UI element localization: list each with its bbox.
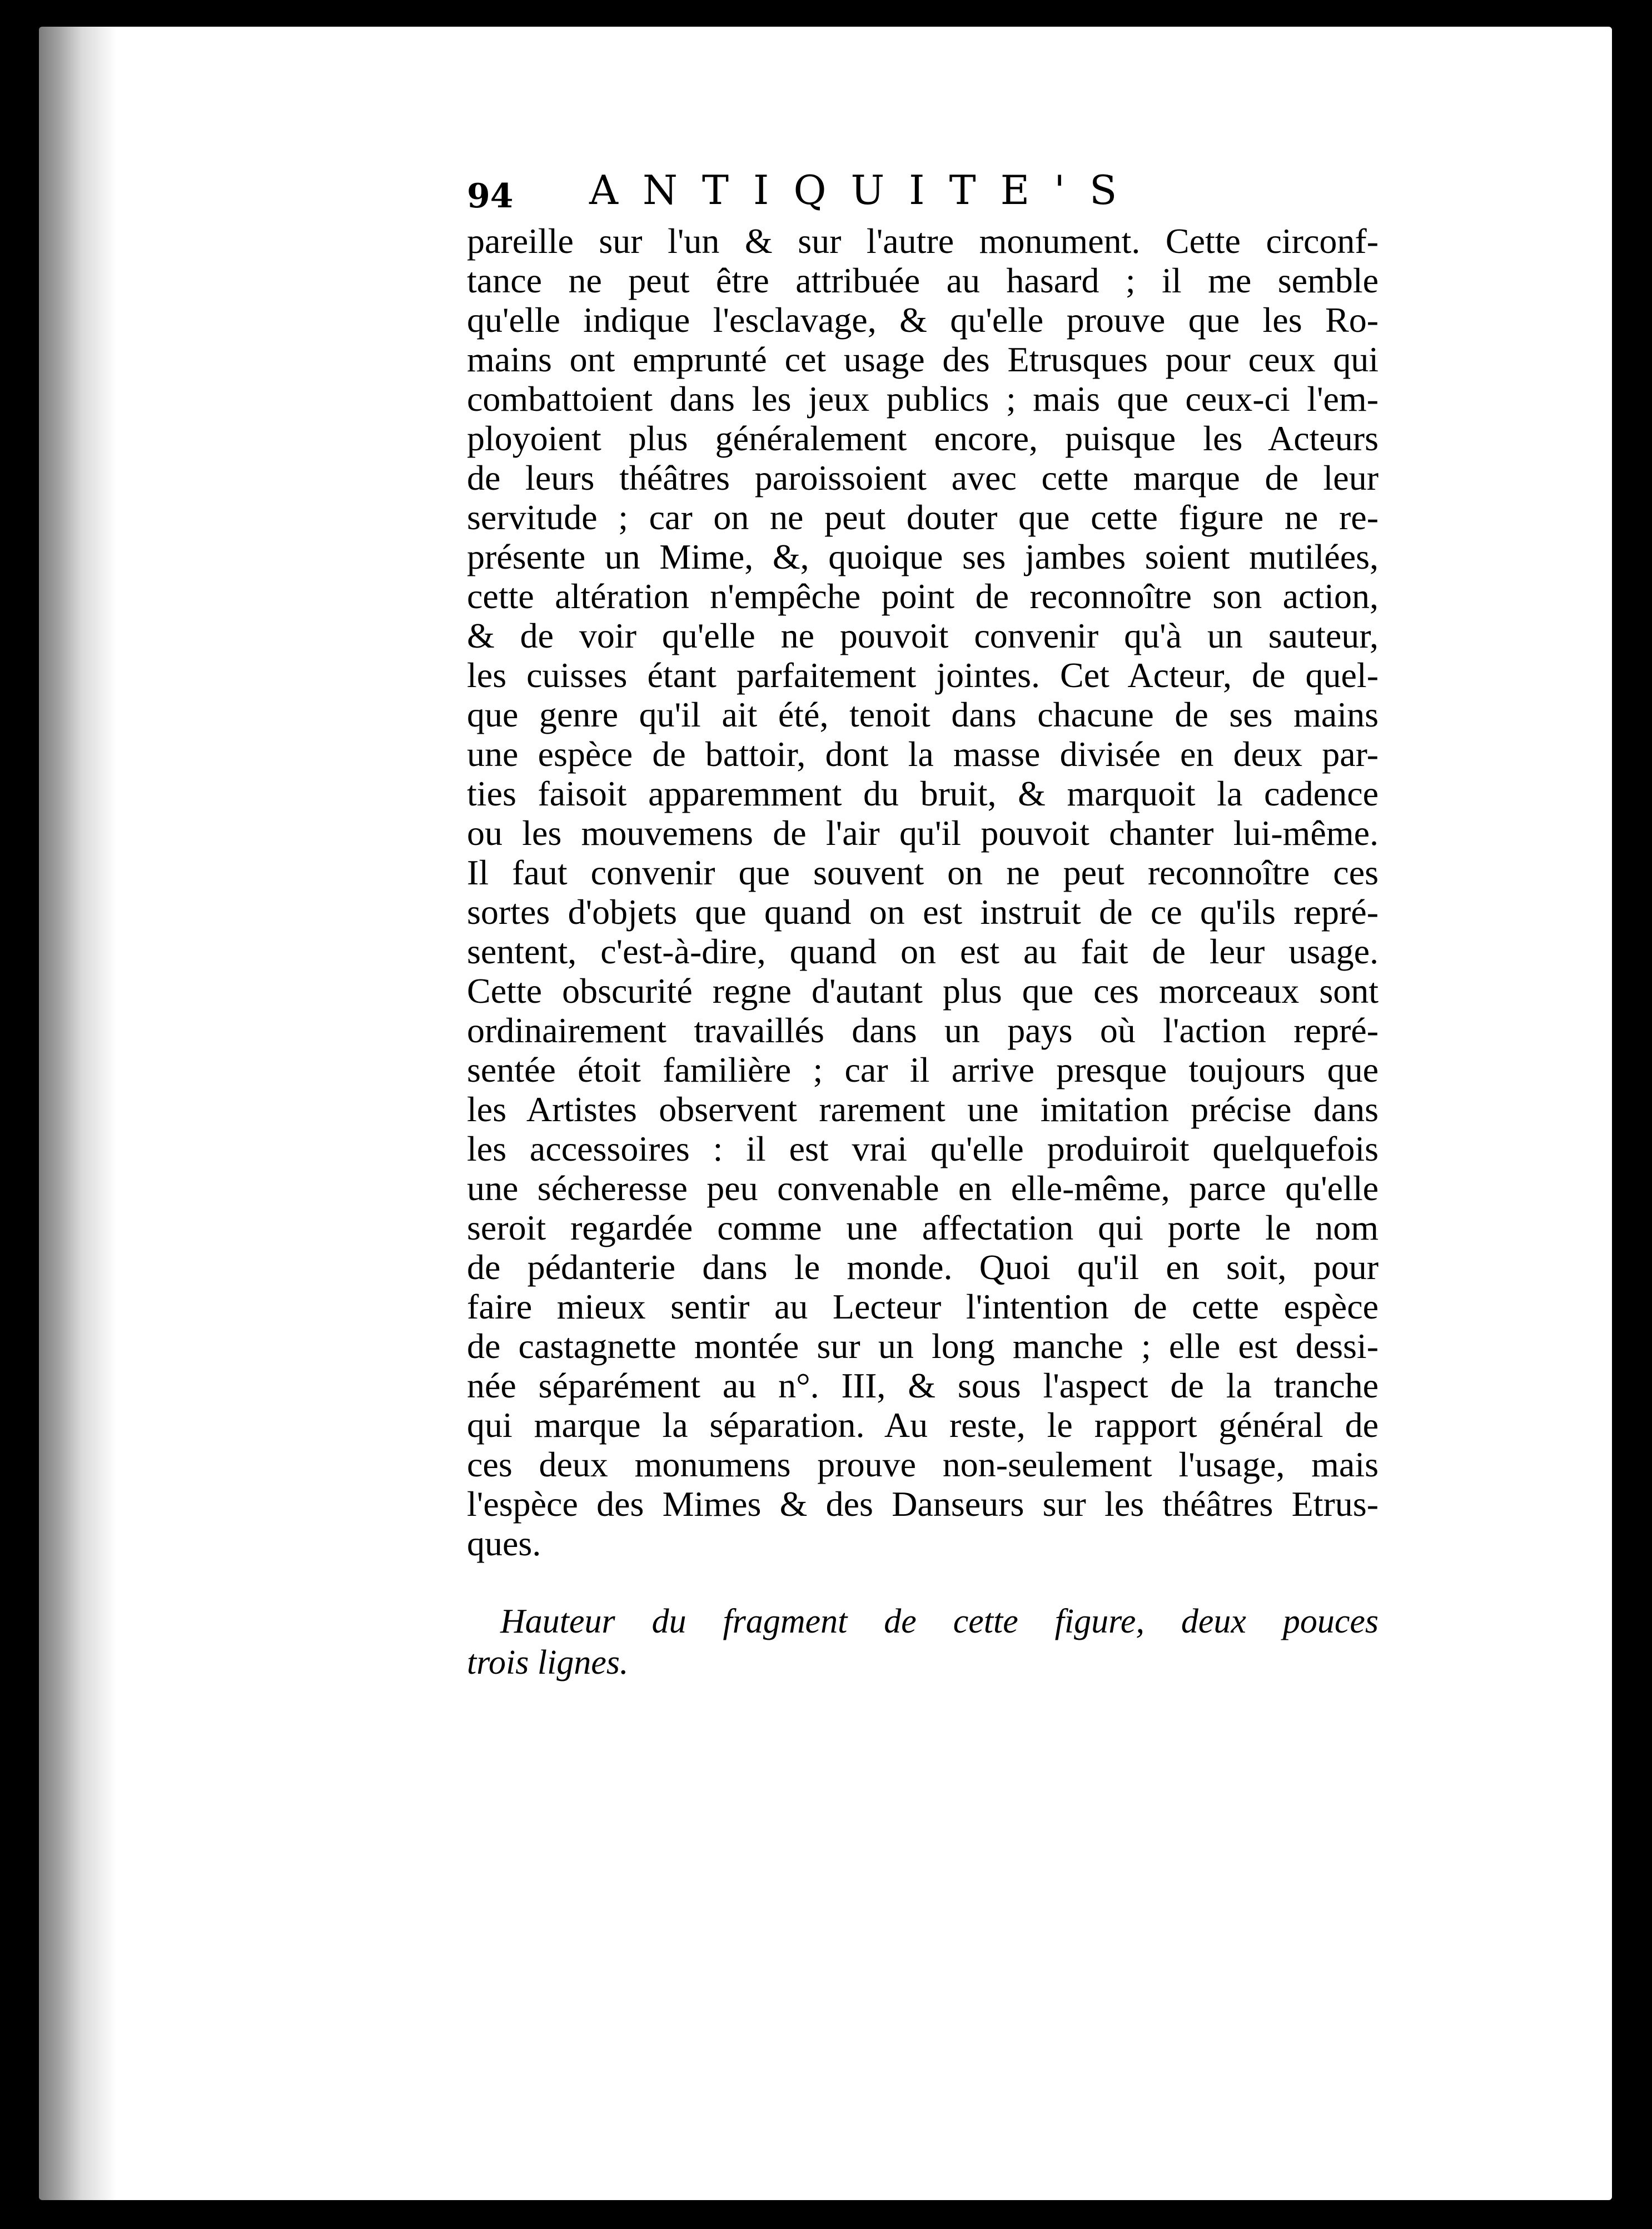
- body-paragraph: [467, 221, 1379, 1563]
- note-line: Hauteur du fragment de cette figure, deux pouces: [500, 1603, 1379, 1640]
- text-line: pareille sur l'un & sur l'autre monument. Cette circonf-: [467, 221, 1379, 261]
- text-line: que genre qu'il ait été, tenoit dans chacune de ses mains: [467, 695, 1379, 734]
- text-line: seroit regardée comme une affectation qui porte le nom: [467, 1208, 1379, 1247]
- text-line: de pédanterie dans le monde. Quoi qu'il en soit, pour: [467, 1247, 1379, 1287]
- text-line: qu'elle indique l'esclavage, & qu'elle prouve que les Ro-: [467, 300, 1379, 340]
- text-line: combattoient dans les jeux publics ; mais que ceux-ci l'em-: [467, 379, 1379, 419]
- text-line: & de voir qu'elle ne pouvoit convenir qu'à un sauteur,: [467, 616, 1379, 655]
- text-line: ordinairement travaillés dans un pays où l'action repré-: [467, 1011, 1379, 1050]
- text-line: l'espèce des Mimes & des Danseurs sur les théâtres Etrus-: [467, 1484, 1379, 1524]
- text-line: sentent, c'est-à-dire, quand on est au fait de leur usage.: [467, 932, 1379, 971]
- text-line: Il faut convenir que souvent on ne peut reconnoître ces: [467, 853, 1379, 892]
- text-line: une espèce de battoir, dont la masse divisée en deux par-: [467, 734, 1379, 774]
- text-line: cette altération n'empêche point de reconnoître son action,: [467, 576, 1379, 616]
- note-line: trois lignes.: [467, 1644, 629, 1681]
- page-number: 94: [467, 177, 514, 216]
- text-line: de castagnette montée sur un long manche ; elle est dessi-: [467, 1326, 1379, 1366]
- text-line: les cuisses étant parfaitement jointes. Cet Acteur, de quel-: [467, 655, 1379, 695]
- text-line: de leurs théâtres paroissoient avec cette marque de leur: [467, 458, 1379, 497]
- text-line: mains ont emprunté cet usage des Etrusques pour ceux qui: [467, 340, 1379, 379]
- text-line: ties faisoit apparemment du bruit, & marquoit la cadence: [467, 774, 1379, 813]
- text-line: qui marque la séparation. Au reste, le rapport général de: [467, 1405, 1379, 1445]
- text-line: Cette obscurité regne d'autant plus que ces morceaux sont: [467, 971, 1379, 1011]
- text-line: sortes d'objets que quand on est instruit de ce qu'ils repré-: [467, 892, 1379, 932]
- text-line: tance ne peut être attribuée au hasard ; il me semble: [467, 261, 1379, 300]
- text-line: les accessoires : il est vrai qu'elle produiroit quelquefois: [467, 1129, 1379, 1168]
- text-line: présente un Mime, &, quoique ses jambes soient mutilées,: [467, 537, 1379, 576]
- text-line: née séparément au n°. III, & sous l'aspect de la tranche: [467, 1366, 1379, 1405]
- dimension-note: [467, 1601, 1379, 1683]
- text-line: faire mieux sentir au Lecteur l'intention de cette espèce: [467, 1287, 1379, 1326]
- scan-edge-shadow: [39, 27, 117, 2200]
- page-header: [467, 167, 1379, 228]
- text-line: ces deux monumens prouve non-seulement l'usage, mais: [467, 1445, 1379, 1484]
- text-line: une sécheresse peu convenable en elle-même, parce qu'elle: [467, 1168, 1379, 1208]
- text-line: ployoient plus généralement encore, puisque les Acteurs: [467, 419, 1379, 458]
- text-line: sentée étoit familière ; car il arrive presque toujours que: [467, 1050, 1379, 1089]
- text-line: ques.: [467, 1524, 541, 1563]
- text-line: ou les mouvemens de l'air qu'il pouvoit chanter lui-même.: [467, 813, 1379, 853]
- text-line: servitude ; car on ne peut douter que cette figure ne re-: [467, 497, 1379, 537]
- text-line: les Artistes observent rarement une imitation précise dans: [467, 1089, 1379, 1129]
- running-head: ANTIQUITE'S: [589, 167, 1142, 213]
